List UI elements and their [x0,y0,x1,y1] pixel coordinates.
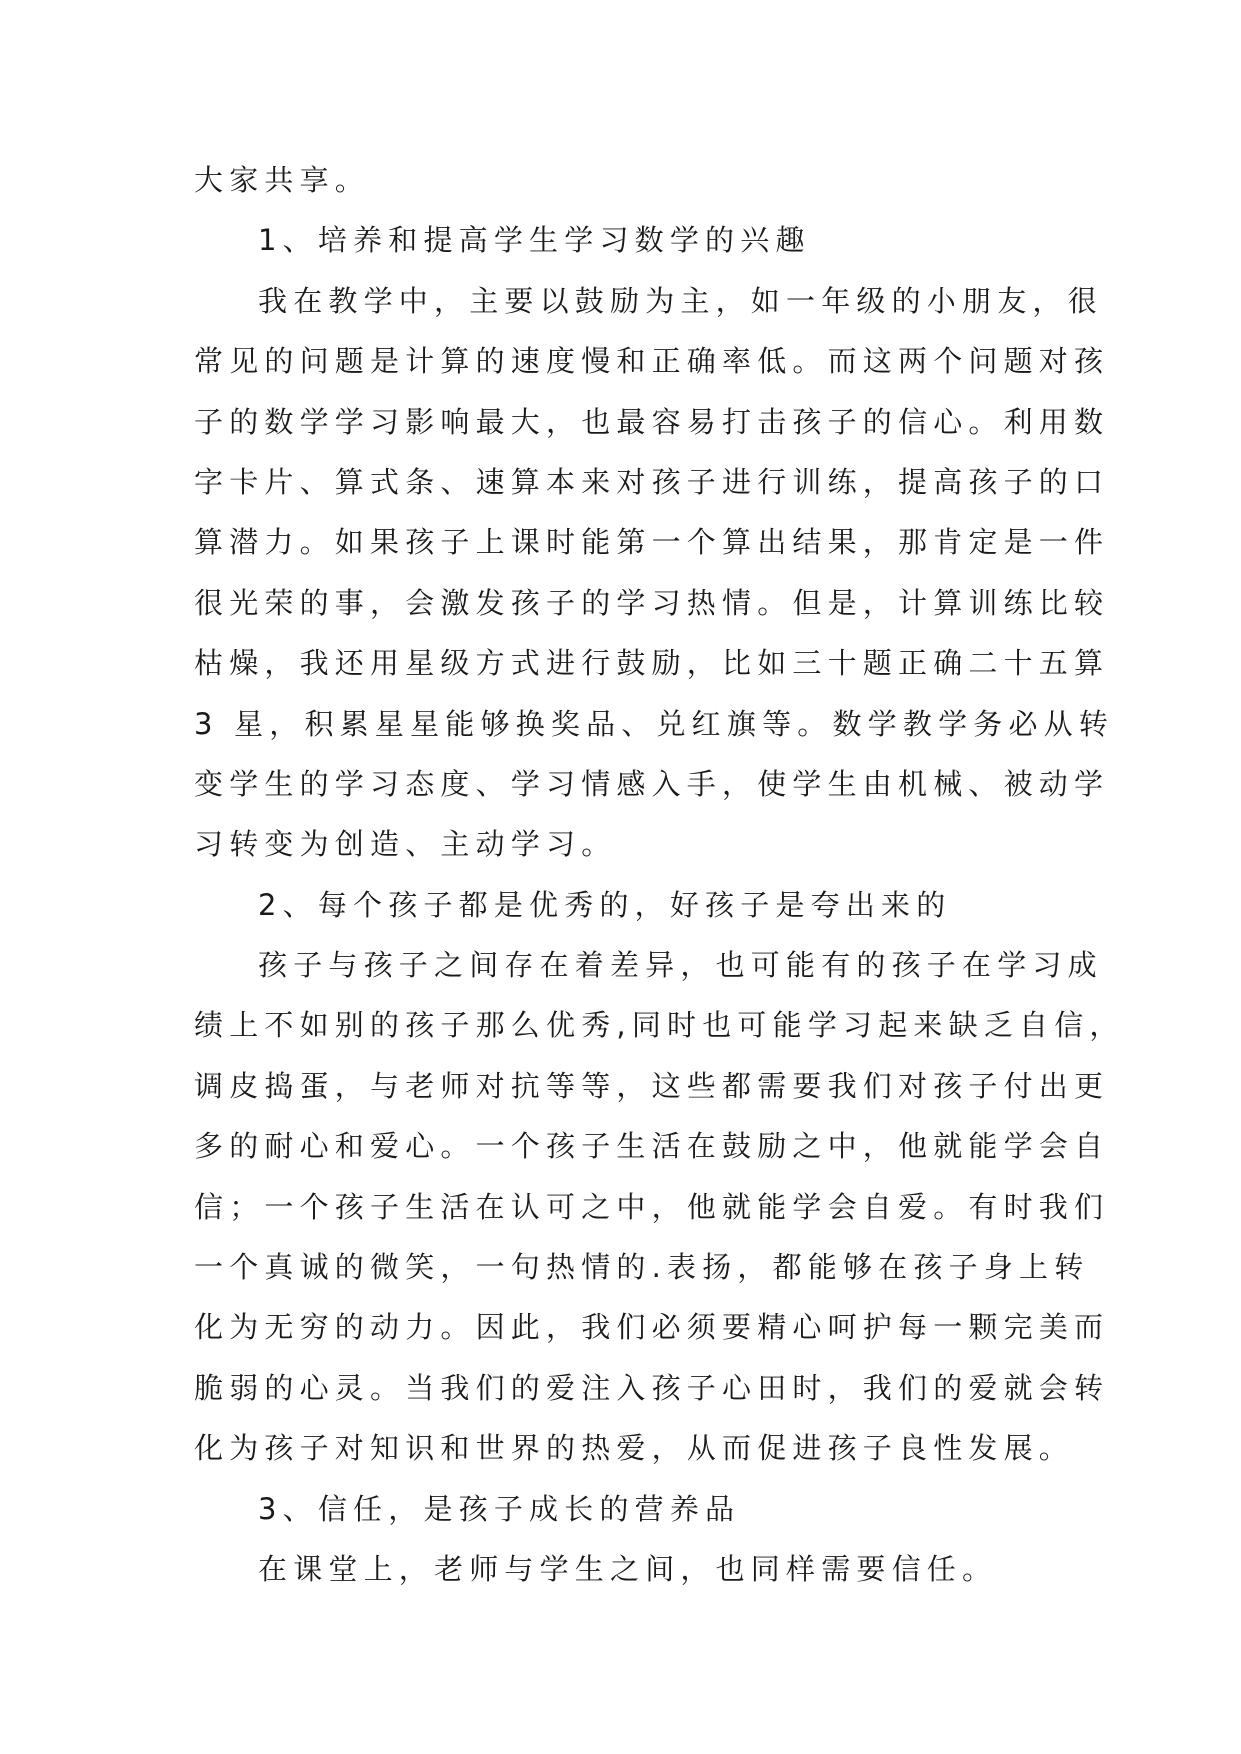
paragraph-line: 枯燥，我还用星级方式进行鼓励，比如三十题正确二十五算 [194,646,1110,681]
paragraph-line: 算潜力。如果孩子上课时能第一个算出结果，那肯定是一件 [194,525,1110,560]
paragraph-line: 调皮捣蛋，与老师对抗等等，这些都需要我们对孩子付出更 [194,1068,1110,1103]
paragraph-line: 化为孩子对知识和世界的热爱，从而促进孩子良性发展。 [194,1431,1075,1466]
paragraph-line: 脆弱的心灵。当我们的爱注入孩子心田时，我们的爱就会转 [194,1370,1110,1405]
paragraph-line: 信；一个孩子生活在认可之中，他就能学会自爱。有时我们 [194,1189,1110,1224]
paragraph-line: 字卡片、算式条、速算本来对孩子进行训练，提高孩子的口 [194,464,1110,499]
paragraph-continuation: 大家共享。 [194,163,371,197]
paragraph-line: 在课堂上，老师与学生之间，也同样需要信任。 [258,1551,998,1586]
section-heading-1: 1、培养和提高学生学习数学的兴趣 [258,223,811,258]
paragraph-line: 常见的问题是计算的速度慢和正确率低。而这两个问题对孩 [194,344,1110,379]
paragraph-line: 3 星，积累星星能够换奖品、兑红旗等。数学教学务必从转 [194,706,1115,741]
paragraph-line: 很光荣的事，会激发孩子的学习热情。但是，计算训练比较 [194,585,1110,620]
paragraph-line: 子的数学学习影响最大，也最容易打击孩子的信心。利用数 [194,404,1110,439]
paragraph-line: 一个真诚的微笑，一句热情的.表扬，都能够在孩子身上转 [194,1250,1090,1285]
section-heading-2: 2、每个孩子都是优秀的，好孩子是夸出来的 [258,887,952,922]
document-body [194,150,1125,1599]
paragraph-line: 绩上不如别的孩子那么优秀,同时也可能学习起来缺乏自信， [194,1008,1125,1043]
paragraph-line: 习转变为创造、主动学习。 [194,827,617,862]
paragraph-line: 多的耐心和爱心。一个孩子生活在鼓励之中，他就能学会自 [194,1129,1110,1164]
paragraph-line: 孩子与孩子之间存在着差异，也可能有的孩子在学习成 [258,948,1103,983]
paragraph-line: 化为无穷的动力。因此，我们必须要精心呵护每一颗完美而 [194,1310,1110,1345]
section-heading-3: 3、信任，是孩子成长的营养品 [258,1491,741,1526]
paragraph-line: 变学生的学习态度、学习情感入手，使学生由机械、被动学 [194,766,1110,801]
paragraph-line: 我在教学中，主要以鼓励为主，如一年级的小朋友，很 [258,283,1103,318]
